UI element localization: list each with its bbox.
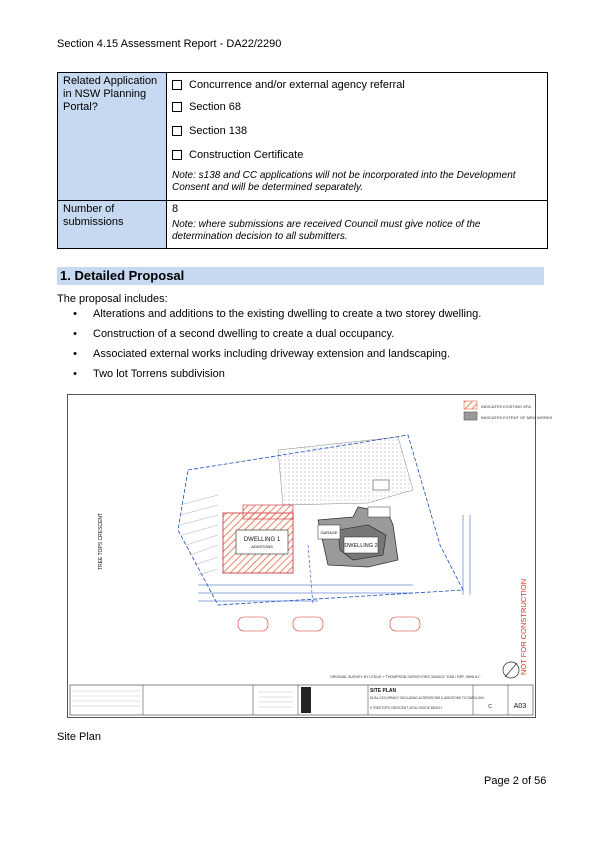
option-construction-certificate bbox=[172, 143, 542, 167]
checkbox-icon bbox=[172, 80, 182, 90]
dwelling-2-label: DWELLING 2 bbox=[344, 543, 378, 549]
submissions-cell bbox=[167, 201, 548, 249]
list-item bbox=[57, 304, 481, 324]
dwelling-1-extension bbox=[243, 505, 293, 519]
architect-logo-icon bbox=[301, 687, 311, 713]
list-item bbox=[57, 364, 481, 384]
page-header: Section 4.15 Assessment Report - DA22/2290 bbox=[57, 38, 282, 50]
list-item-text: Associated external works including driveway extension and landscaping. bbox=[93, 348, 451, 360]
section-intro: The proposal includes: bbox=[57, 293, 168, 305]
table-row bbox=[58, 201, 548, 249]
submissions-count: 8 bbox=[172, 203, 179, 215]
setback-markers bbox=[238, 617, 420, 631]
submissions-label: Number of submissions bbox=[58, 201, 167, 249]
option-label: Section 138 bbox=[189, 124, 248, 137]
street-label: TREE TOPS CRESCENT bbox=[98, 512, 104, 570]
dwelling-1-sublabel: ADDITIONS bbox=[251, 544, 273, 549]
option-label: Section 68 bbox=[189, 100, 241, 113]
legend-new-swatch bbox=[464, 412, 477, 420]
application-note: Note: s138 and CC applications will not be incorporated into the Development Consent and will be determined separately. bbox=[172, 170, 516, 193]
project-description: DUAL OCCUPANCY INCLUDING ALTERATIONS & ADDITIONS TO DWELLING bbox=[370, 696, 484, 700]
not-for-construction-stamp: NOT FOR CONSTRUCTION bbox=[519, 578, 528, 675]
list-item bbox=[57, 344, 481, 364]
list-item-text: Two lot Torrens subdivision bbox=[93, 368, 225, 380]
bullet-icon: • bbox=[73, 328, 77, 340]
application-info-table bbox=[57, 72, 548, 249]
bullet-icon: • bbox=[73, 348, 77, 360]
checkbox-icon bbox=[172, 102, 182, 112]
sheet-title: SITE PLAN bbox=[370, 688, 397, 694]
list-item-text: Alterations and additions to the existing dwelling to create a two storey dwelling. bbox=[93, 308, 482, 320]
checkbox-icon bbox=[172, 126, 182, 136]
project-address: 5 TREETOPS CRESCENT, MOLLYMOOK BEACH bbox=[370, 706, 442, 710]
figure-caption: Site Plan bbox=[57, 731, 102, 743]
option-label: Concurrence and/or external agency referral bbox=[189, 78, 405, 91]
list-item bbox=[57, 324, 481, 344]
legend-new-label: INDICATES EXTENT OF NEW WORKS bbox=[481, 415, 553, 420]
submissions-note: Note: where submissions are received Council must give notice of the determination decision to all submitters. bbox=[172, 219, 481, 242]
page-number: Page 2 of 56 bbox=[484, 775, 547, 787]
verandah-box bbox=[368, 507, 390, 517]
proposal-list bbox=[57, 304, 481, 384]
bullet-icon: • bbox=[73, 368, 77, 380]
option-section-68 bbox=[172, 95, 542, 119]
option-label: Construction Certificate bbox=[189, 148, 304, 161]
option-concurrence bbox=[172, 75, 542, 95]
list-item-text: Construction of a second dwelling to create a dual occupancy. bbox=[93, 328, 395, 340]
legend-existing-swatch bbox=[464, 401, 477, 409]
title-block bbox=[70, 685, 533, 715]
related-application-label: Related Application in NSW Planning Portal? bbox=[58, 73, 167, 201]
driveway-area bbox=[278, 437, 413, 505]
site-plan-svg bbox=[68, 395, 553, 717]
site-plan-drawing bbox=[67, 394, 553, 718]
landscaping-lines bbox=[180, 495, 218, 575]
dwelling-1-label: DWELLING 1 bbox=[243, 537, 281, 543]
related-application-options bbox=[167, 73, 548, 201]
bullet-icon: • bbox=[73, 308, 77, 320]
subdivision-line bbox=[308, 545, 313, 605]
section-title: 1. Detailed Proposal bbox=[60, 268, 185, 283]
option-section-138 bbox=[172, 119, 542, 143]
survey-note: ORIGINAL SURVEY BY LESLIE + THOMPSON SURVEYORS 30/04/22 "DS8 / REF. 9896 A1" bbox=[330, 675, 481, 679]
revision-label: C bbox=[488, 704, 492, 710]
table-row bbox=[58, 73, 548, 201]
legend-existing-label: INDICATES EXISTING GFA bbox=[481, 404, 531, 409]
drawing-number: A03 bbox=[513, 703, 527, 710]
checkbox-icon bbox=[172, 150, 182, 160]
carport-box bbox=[373, 480, 389, 490]
garage-label: GARAGE bbox=[320, 530, 338, 535]
